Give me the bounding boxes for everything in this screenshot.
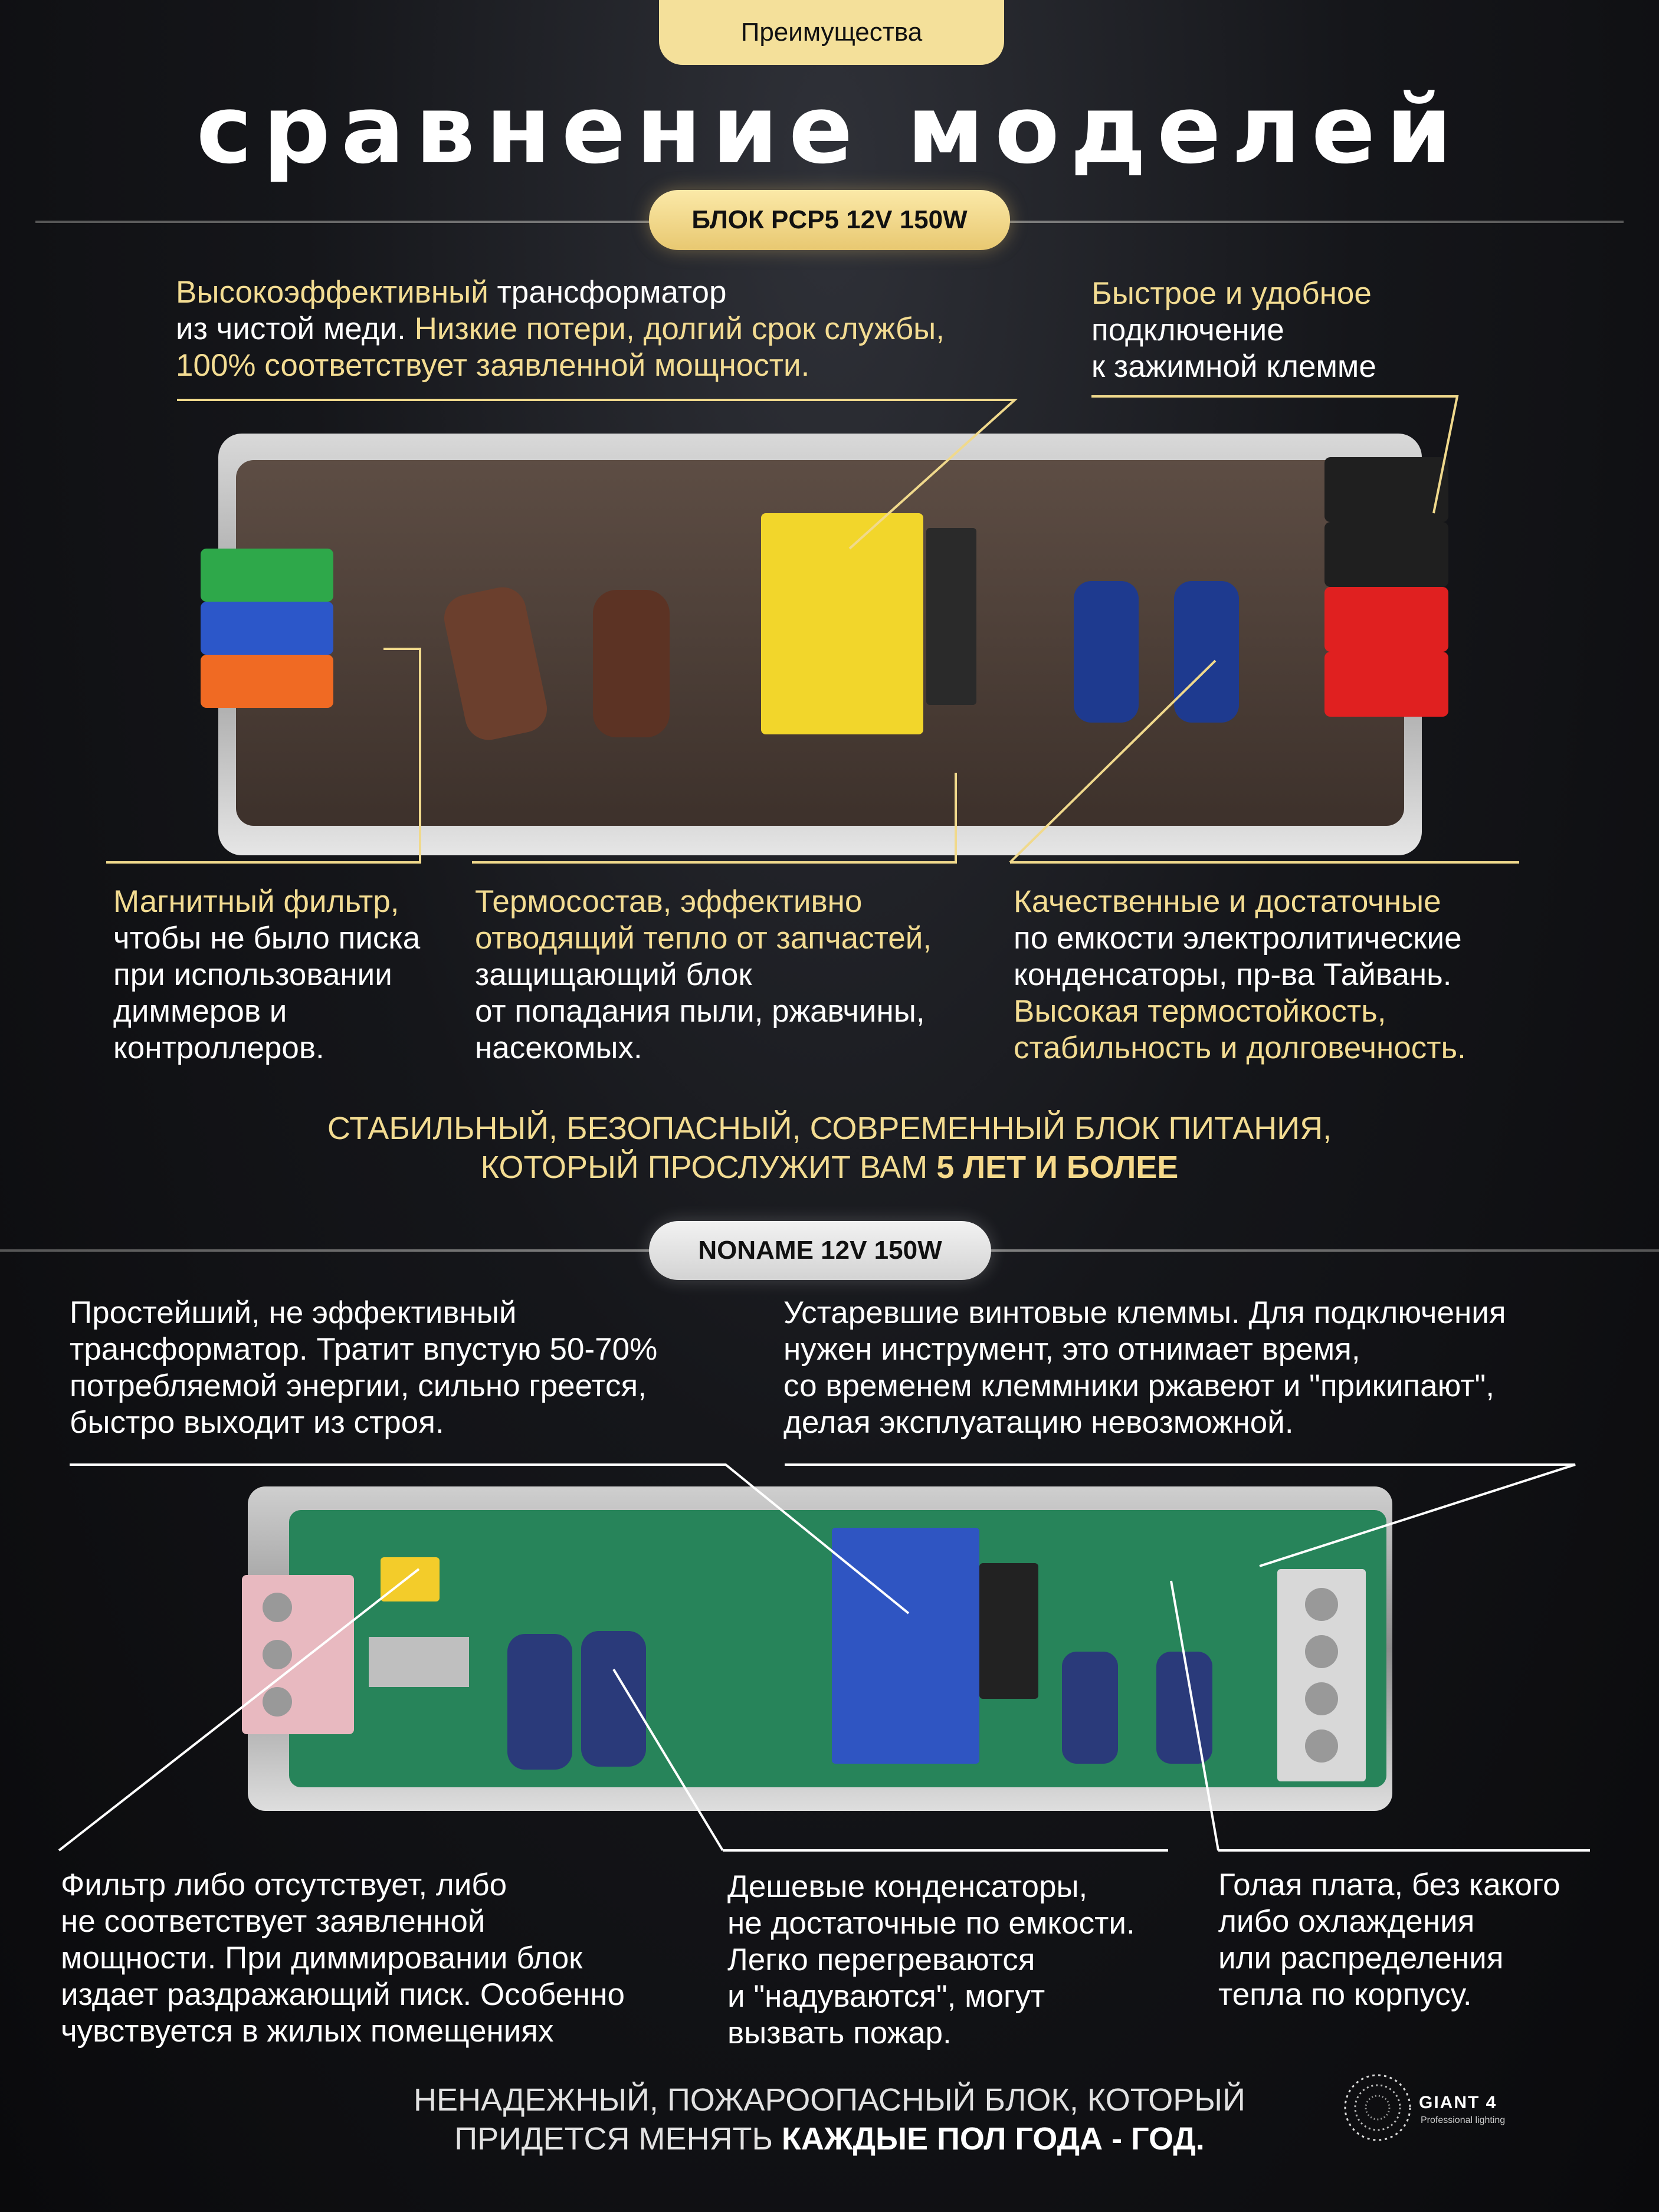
- bad-note-capacitors-line3: Легко перегреваются: [727, 1942, 1035, 1977]
- good-note-capacitors-hl5: стабильность и долговечность.: [1014, 1030, 1466, 1065]
- good-note-transformer-plain2: из чистой меди.: [176, 311, 415, 346]
- bad-tagline-line2: ПРИДЕТСЯ МЕНЯТЬ: [454, 2121, 782, 2157]
- good-note-capacitors-hl4: Высокая термостойкость,: [1014, 994, 1386, 1029]
- bad-note-capacitors-line2: не достаточные по емкости.: [727, 1906, 1135, 1941]
- good-note-terminal-line2: подключение: [1091, 313, 1284, 347]
- bad-note-board-line1: Голая плата, без какого: [1218, 1868, 1560, 1902]
- bad-note-terminal-line1: Устаревшие винтовые клеммы. Для подключения: [783, 1295, 1506, 1330]
- logo-subtitle: Professional lighting: [1421, 2115, 1506, 2125]
- good-note-filter-line3: при использовании: [113, 957, 392, 992]
- bad-note-capacitors-line4: и "надуваются", могут: [727, 1979, 1045, 2014]
- bad-note-transformer-line4: быстро выходит из строя.: [70, 1405, 444, 1440]
- good-note-filter-line2: чтобы не было писка: [113, 921, 421, 956]
- good-note-thermal-hl1: Термосостав, эффективно: [475, 884, 863, 919]
- bad-note-board: [1218, 1867, 1643, 2013]
- good-note-capacitors-line3: конденсаторы, пр-ва Тайвань.: [1014, 957, 1452, 992]
- good-note-capacitors-hl1: Качественные и достаточные: [1014, 884, 1441, 919]
- good-note-thermal-hl2: отводящий тепло от запчастей,: [475, 921, 932, 956]
- bad-note-transformer-line1: Простейший, не эффективный: [70, 1295, 517, 1330]
- good-note-transformer-rest1: трансформатор: [488, 275, 727, 310]
- bad-note-capacitors-line5: вызвать пожар.: [727, 2016, 952, 2050]
- good-note-filter-hl1: Магнитный фильтр,: [113, 884, 399, 919]
- bad-note-filter-line4: издает раздражающий писк. Особенно: [61, 1977, 625, 2012]
- bad-note-board-line3: или распределения: [1218, 1941, 1504, 1975]
- bad-note-terminal-line2: нужен инструмент, это отнимает время,: [783, 1332, 1360, 1367]
- good-tagline-line2: КОТОРЫЙ ПРОСЛУЖИТ ВАМ: [480, 1150, 937, 1185]
- good-note-thermal-line3: защищающий блок: [475, 957, 752, 992]
- bad-model-badge-text: NONAME 12V 150W: [698, 1236, 942, 1265]
- good-note-filter-line5: контроллеров.: [113, 1030, 324, 1065]
- good-note-filter-line4: диммеров и: [113, 994, 287, 1029]
- bad-tagline-bold: КАЖДЫЕ ПОЛ ГОДА - ГОД.: [781, 2121, 1205, 2157]
- good-note-terminal-line3: к зажимной клемме: [1091, 349, 1376, 384]
- good-tagline-bold: 5 ЛЕТ И БОЛЕЕ: [936, 1150, 1179, 1185]
- bad-note-filter-line2: не соответствует заявленной: [61, 1904, 486, 1939]
- bad-note-filter-line3: мощности. При диммировании блок: [61, 1941, 583, 1975]
- good-note-capacitors-line2: по емкости электролитические: [1014, 921, 1462, 956]
- good-tagline-line1: СТАБИЛЬНЫЙ, БЕЗОПАСНЫЙ, СОВРЕМЕННЫЙ БЛОК ПИТАНИЯ,: [327, 1111, 1332, 1146]
- good-model-badge-text: БЛОК PCP5 12V 150W: [691, 205, 968, 234]
- bad-note-terminal-line4: делая эксплуатацию невозможной.: [783, 1405, 1294, 1440]
- good-note-thermal-line4: от попадания пыли, ржавчины,: [475, 994, 925, 1029]
- section-label-text: Преимущества: [740, 18, 923, 47]
- page-title: сравнение моделей: [196, 74, 1463, 185]
- good-note-terminal-hl1: Быстрое и удобное: [1091, 276, 1372, 311]
- good-note-transformer-hl1: Высокоэффективный: [176, 275, 488, 310]
- bad-note-filter-line5: чувствуется в жилых помещениях: [61, 2014, 554, 2049]
- bad-note-capacitors: [727, 1869, 1199, 2052]
- bad-tagline-line1: НЕНАДЕЖНЫЙ, ПОЖАРООПАСНЫЙ БЛОК, КОТОРЫЙ: [414, 2082, 1245, 2118]
- bad-note-transformer-line3: потребляемой энергии, сильно греется,: [70, 1368, 647, 1403]
- logo-name: GIANT 4: [1419, 2093, 1497, 2112]
- bad-note-terminal-line3: со временем клеммники ржавеют и "прикипают",: [783, 1368, 1494, 1403]
- bad-note-capacitors-line1: Дешевые конденсаторы,: [727, 1869, 1088, 1904]
- good-note-transformer-hl2: Низкие потери, долгий срок службы,: [414, 311, 945, 346]
- bad-note-transformer-line2: трансформатор. Тратит впустую 50-70%: [70, 1332, 658, 1367]
- logo-sphere-icon: [1342, 2063, 1413, 2152]
- bad-note-board-line2: либо охлаждения: [1218, 1904, 1475, 1939]
- bad-note-board-line4: тепла по корпусу.: [1218, 1977, 1472, 2012]
- good-note-transformer-hl3: 100% соответствует заявленной мощности.: [176, 348, 810, 383]
- bad-note-filter-line1: Фильтр либо отсутствует, либо: [61, 1868, 507, 1902]
- good-note-thermal-line5: насекомых.: [475, 1030, 642, 1065]
- bad-note-filter: [61, 1867, 680, 2050]
